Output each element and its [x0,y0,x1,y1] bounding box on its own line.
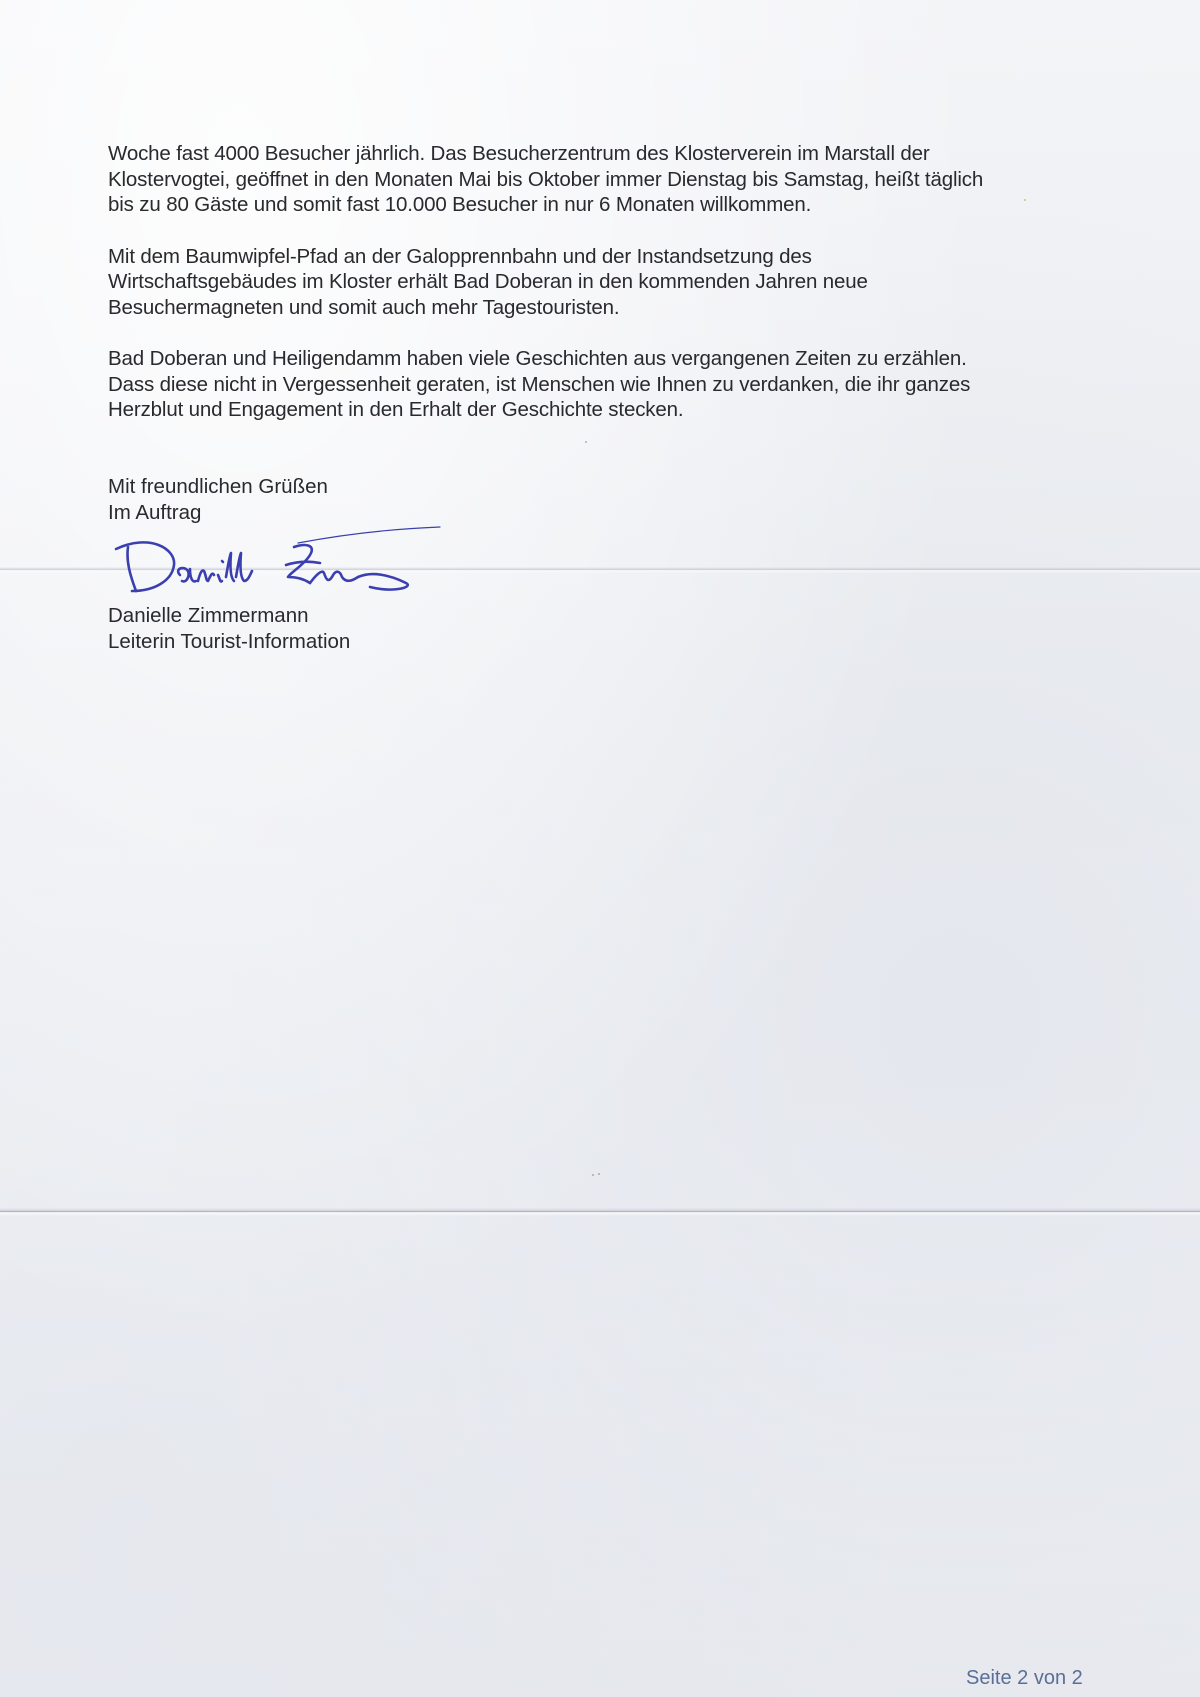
paper-speck [598,1173,600,1175]
text-line: Bad Doberan und Heiligendamm haben viele Geschichten aus vergangenen Zeiten zu erzählen. [108,347,967,370]
text-line: Dass diese nicht in Vergessenheit geraten, ist Menschen wie Ihnen zu verdanken, die ihr ganzes [108,372,971,396]
signer-name: Danielle Zimmermann [108,604,309,627]
closing-block [108,474,328,525]
paper-speck [592,1174,594,1176]
text-line: Mit dem Baumwipfel-Pfad an der Galopprennbahn und der Instandsetzung des [108,244,812,268]
closing-on-behalf: Im Auftrag [108,500,202,524]
paragraph [108,346,1108,423]
text-line: Woche fast 4000 Besucher jährlich. Das Besucherzentrum des Klosterverein im Marstall der [108,142,930,165]
text-line: Wirtschaftsgebäudes im Kloster erhält Bad Doberan in den kommenden Jahren neue [108,270,868,293]
letter-body [108,141,1108,449]
text-line: bis zu 80 Gäste und somit fast 10.000 Besucher in nur 6 Monaten willkommen. [108,193,812,216]
paragraph [108,244,1108,321]
paragraph [108,141,1108,218]
page-number: Seite 2 von 2 [966,1667,1083,1689]
text-line: Klostervogtei, geöffnet in den Monaten Mai bis Oktober immer Dienstag bis Samstag, heißt täglich [108,167,984,191]
signer-title: Leiterin Tourist-Information [108,629,351,653]
handwritten-signature [110,525,450,605]
paper-fold-line [0,1208,1200,1216]
text-line: Herzblut und Engagement in den Erhalt der Geschichte stecken. [108,398,684,421]
closing-greeting: Mit freundlichen Grüßen [108,475,328,498]
signer-block [108,603,350,654]
text-line: Besuchermagneten und somit auch mehr Tagestouristen. [108,295,620,319]
